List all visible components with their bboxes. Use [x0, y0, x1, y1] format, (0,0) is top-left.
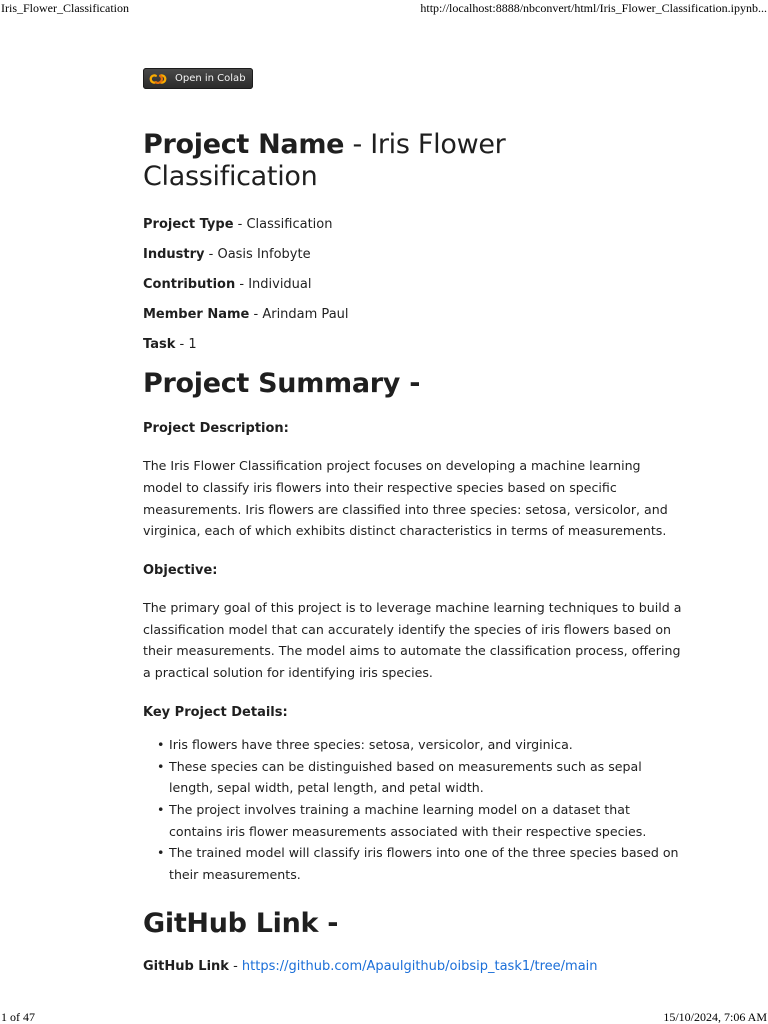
objective-text: The primary goal of this project is to leverage machine learning techniques to build a classification model that can accurately identify the species of iris flowers based on their measurements. The model aims to automate the classification process, offering a practical solution for identifying iris species.: [143, 599, 682, 681]
notebook-content: [143, 68, 683, 976]
meta-task: [143, 336, 683, 354]
description-label: Project Description:: [143, 421, 289, 437]
page-title-rest: - Iris Flower Classification: [143, 129, 506, 193]
details-label: Key Project Details:: [143, 704, 288, 720]
list-item: • Iris flowers have three species: setosa, versicolor, and virginica.: [169, 734, 683, 756]
meta-value: - Classification: [233, 216, 333, 232]
description-text: The Iris Flower Classification project focuses on developing a machine learning model to classify iris flowers into their respective species based on specific measurements. Iris flowers are classified into three species: setosa, versicolor, and virginica, each of which exhibits distinct characteristics in terms of measurements.: [143, 458, 668, 539]
github-link-label: GitHub Link: [143, 959, 229, 975]
meta-label: Member Name: [143, 306, 250, 322]
meta-value: - Arindam Paul: [249, 306, 349, 322]
page-title: [143, 129, 683, 194]
open-in-colab-button[interactable]: [143, 68, 253, 89]
meta-value: - 1: [175, 336, 197, 352]
print-header-url: http://localhost:8888/nbconvert/html/Iris_Flower_Classification.ipynb...: [420, 1, 767, 15]
meta-label: Industry: [143, 246, 205, 262]
github-heading: GitHub Link -: [143, 907, 339, 939]
meta-value: - Oasis Infobyte: [204, 246, 311, 262]
objective-label: Objective:: [143, 562, 218, 578]
meta-member-name: [143, 306, 683, 324]
meta-value: - Individual: [235, 276, 312, 292]
github-link[interactable]: https://github.com/Apaulgithub/oibsip_task1/tree/main: [241, 959, 598, 975]
print-header-title: Iris_Flower_Classification: [1, 1, 129, 15]
meta-contribution: [143, 276, 683, 294]
colab-logo-icon: [147, 73, 169, 85]
meta-project-type: [143, 216, 683, 234]
open-in-colab-label: Open in Colab: [175, 73, 246, 84]
meta-industry: [143, 246, 683, 264]
meta-label: Task: [143, 336, 176, 352]
print-footer-datetime: 15/10/2024, 7:06 AM: [663, 1010, 767, 1024]
print-header: [0, 0, 768, 16]
project-meta: [143, 216, 683, 354]
print-footer-page: 1 of 47: [1, 1010, 35, 1024]
list-item: • The trained model will classify iris flowers into one of the three species based on their measurements.: [169, 842, 683, 885]
print-footer: [0, 1009, 768, 1024]
summary-heading: Project Summary -: [143, 367, 421, 399]
github-link-separator: -: [228, 959, 242, 975]
list-item: • The project involves training a machine learning model on a dataset that contains iris flower measurements associated with their respective species.: [169, 799, 683, 842]
details-list: [169, 734, 683, 886]
list-item: • These species can be distinguished based on measurements such as sepal length, sepal width, petal length, and petal width.: [169, 756, 683, 799]
meta-label: Project Type: [143, 216, 234, 232]
page-title-bold: Project Name: [143, 129, 345, 160]
meta-label: Contribution: [143, 276, 236, 292]
github-link-line: [143, 958, 683, 976]
